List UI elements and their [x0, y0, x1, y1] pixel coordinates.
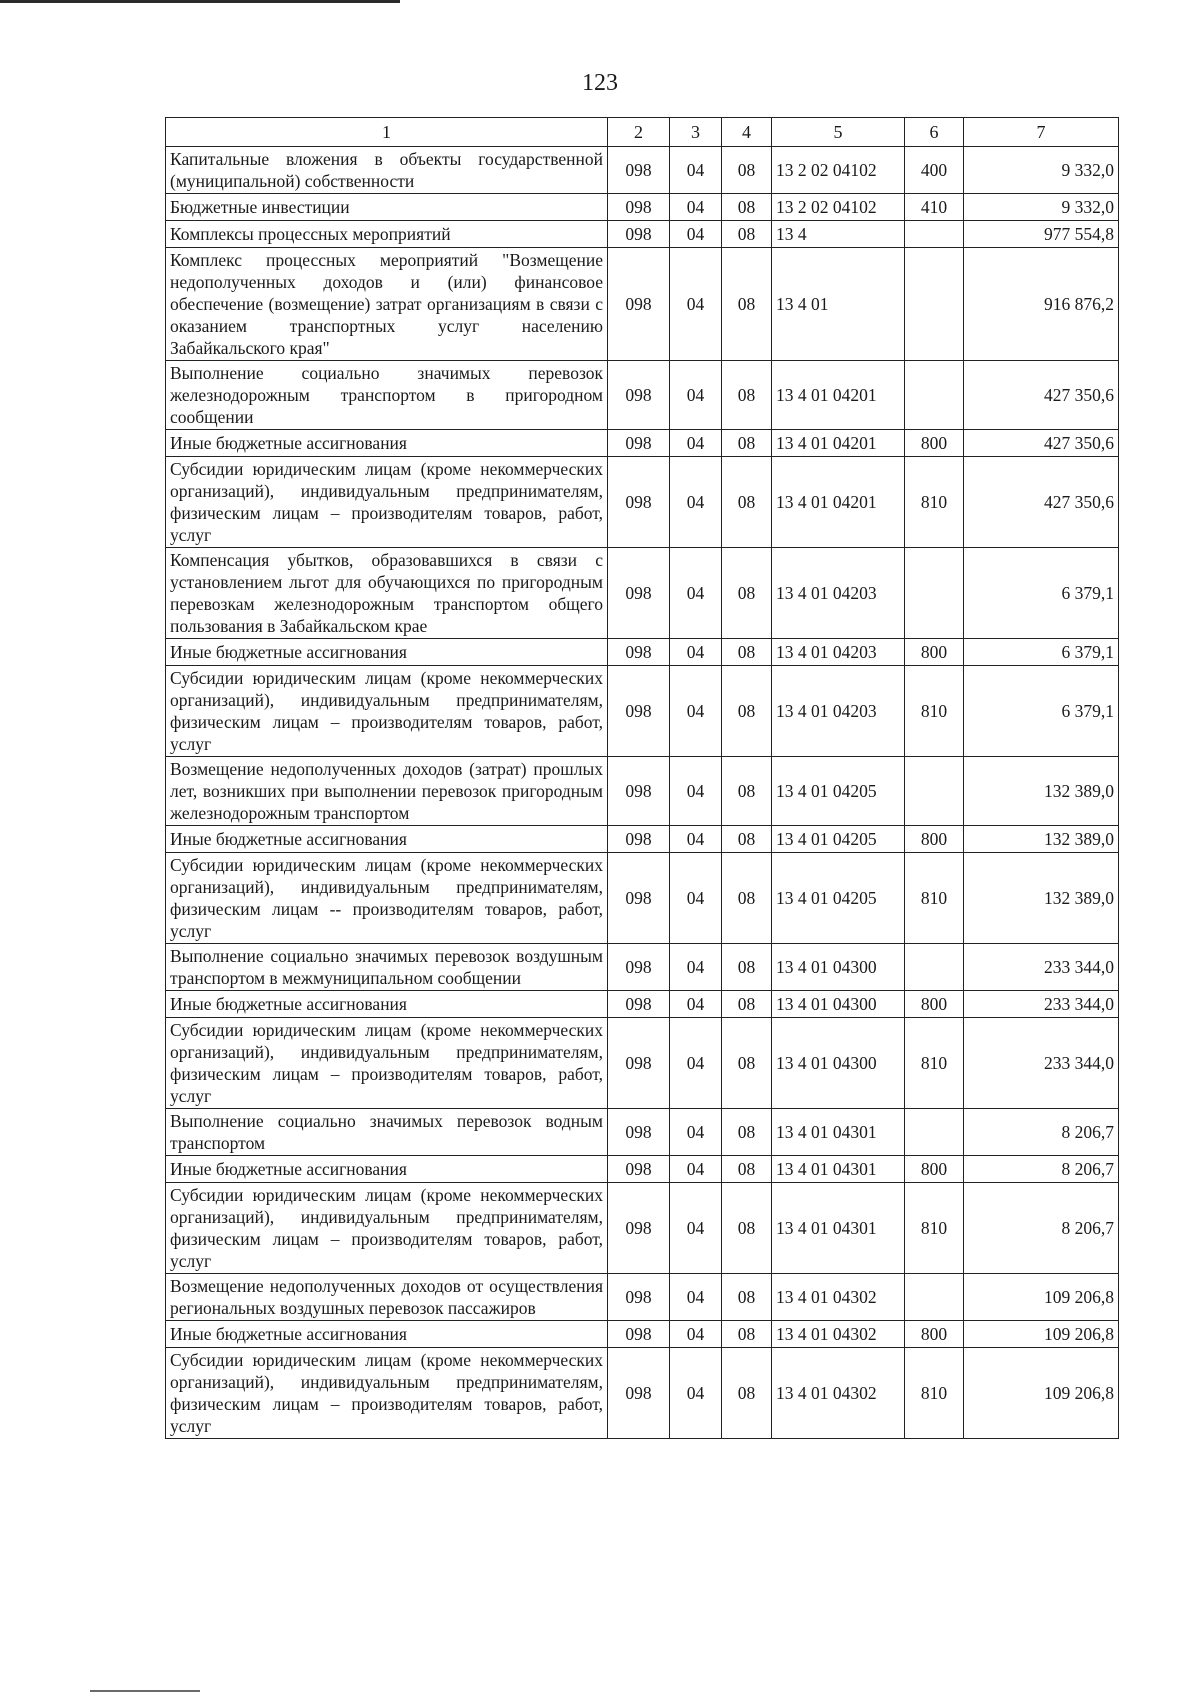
row-description: Выполнение социально значимых перевозок водным транспортом: [166, 1109, 608, 1156]
subsection-code: 08: [722, 430, 772, 457]
table-row: [166, 430, 1119, 457]
amount: 233 344,0: [964, 1018, 1119, 1109]
section-code: 04: [670, 221, 722, 248]
ministry-code: 098: [608, 826, 670, 853]
expense-type-code: 810: [905, 1018, 964, 1109]
expense-type-code: [905, 944, 964, 991]
target-article-code: 13 4 01 04203: [772, 548, 905, 639]
subsection-code: 08: [722, 1018, 772, 1109]
subsection-code: 08: [722, 457, 772, 548]
section-code: 04: [670, 248, 722, 361]
table-row: [166, 361, 1119, 430]
ministry-code: 098: [608, 1018, 670, 1109]
row-description: Иные бюджетные ассигнования: [166, 1321, 608, 1348]
table-row: [166, 457, 1119, 548]
row-description: Субсидии юридическим лицам (кроме некоммерческих организаций), индивидуальным предпринимателям, физическим лицам – производителям товаров, работ, услуг: [166, 666, 608, 757]
section-code: 04: [670, 826, 722, 853]
expense-type-code: 800: [905, 639, 964, 666]
subsection-code: 08: [722, 991, 772, 1018]
amount: 977 554,8: [964, 221, 1119, 248]
section-code: 04: [670, 666, 722, 757]
expense-type-code: [905, 1274, 964, 1321]
section-code: 04: [670, 1321, 722, 1348]
expense-type-code: 810: [905, 1183, 964, 1274]
amount: 109 206,8: [964, 1274, 1119, 1321]
section-code: 04: [670, 457, 722, 548]
ministry-code: 098: [608, 1109, 670, 1156]
subsection-code: 08: [722, 1321, 772, 1348]
column-header: 4: [722, 118, 772, 147]
row-description: Иные бюджетные ассигнования: [166, 991, 608, 1018]
table-row: [166, 991, 1119, 1018]
target-article-code: 13 4 01 04300: [772, 944, 905, 991]
subsection-code: 08: [722, 1156, 772, 1183]
expense-type-code: [905, 361, 964, 430]
row-description: Компенсация убытков, образовавшихся в связи с установлением льгот для обучающихся по пригородным перевозкам железнодорожным транспортом общего пользования в Забайкальском крае: [166, 548, 608, 639]
expense-type-code: 800: [905, 1321, 964, 1348]
target-article-code: 13 4 01: [772, 248, 905, 361]
target-article-code: 13 4 01 04201: [772, 361, 905, 430]
amount: 233 344,0: [964, 944, 1119, 991]
target-article-code: 13 4 01 04201: [772, 457, 905, 548]
subsection-code: 08: [722, 944, 772, 991]
target-article-code: 13 4 01 04302: [772, 1348, 905, 1439]
column-header: 7: [964, 118, 1119, 147]
amount: 916 876,2: [964, 248, 1119, 361]
row-description: Капитальные вложения в объекты государственной (муниципальной) собственности: [166, 147, 608, 194]
row-description: Субсидии юридическим лицам (кроме некоммерческих организаций), индивидуальным предпринимателям, физическим лицам – производителям товаров, работ, услуг: [166, 1348, 608, 1439]
expense-type-code: 400: [905, 147, 964, 194]
amount: 6 379,1: [964, 639, 1119, 666]
column-header: 2: [608, 118, 670, 147]
amount: 8 206,7: [964, 1156, 1119, 1183]
budget-table: [165, 117, 1119, 1439]
scan-edge-line-bottom: [90, 1690, 200, 1692]
row-description: Субсидии юридическим лицам (кроме некоммерческих организаций), индивидуальным предпринимателям, физическим лицам -- производителям товаров, работ, услуг: [166, 853, 608, 944]
target-article-code: 13 4 01 04300: [772, 991, 905, 1018]
target-article-code: 13 4 01 04203: [772, 666, 905, 757]
expense-type-code: 800: [905, 1156, 964, 1183]
ministry-code: 098: [608, 548, 670, 639]
target-article-code: 13 4: [772, 221, 905, 248]
ministry-code: 098: [608, 757, 670, 826]
expense-type-code: [905, 548, 964, 639]
ministry-code: 098: [608, 944, 670, 991]
row-description: Возмещение недополученных доходов от осуществления региональных воздушных перевозок пассажиров: [166, 1274, 608, 1321]
section-code: 04: [670, 1109, 722, 1156]
amount: 132 389,0: [964, 826, 1119, 853]
table-row: [166, 1018, 1119, 1109]
target-article-code: 13 4 01 04205: [772, 853, 905, 944]
expense-type-code: [905, 1109, 964, 1156]
section-code: 04: [670, 944, 722, 991]
row-description: Выполнение социально значимых перевозок воздушным транспортом в межмуниципальном сообщении: [166, 944, 608, 991]
subsection-code: 08: [722, 194, 772, 221]
target-article-code: 13 4 01 04302: [772, 1321, 905, 1348]
amount: 6 379,1: [964, 666, 1119, 757]
table-row: [166, 221, 1119, 248]
expense-type-code: [905, 248, 964, 361]
subsection-code: 08: [722, 666, 772, 757]
amount: 9 332,0: [964, 147, 1119, 194]
table-row: [166, 1183, 1119, 1274]
subsection-code: 08: [722, 221, 772, 248]
subsection-code: 08: [722, 1348, 772, 1439]
section-code: 04: [670, 1156, 722, 1183]
expense-type-code: 800: [905, 430, 964, 457]
target-article-code: 13 2 02 04102: [772, 147, 905, 194]
target-article-code: 13 4 01 04203: [772, 639, 905, 666]
subsection-code: 08: [722, 1109, 772, 1156]
amount: 109 206,8: [964, 1348, 1119, 1439]
ministry-code: 098: [608, 1321, 670, 1348]
table-row: [166, 147, 1119, 194]
table-row: [166, 1156, 1119, 1183]
ministry-code: 098: [608, 991, 670, 1018]
target-article-code: 13 2 02 04102: [772, 194, 905, 221]
target-article-code: 13 4 01 04205: [772, 757, 905, 826]
subsection-code: 08: [722, 1183, 772, 1274]
table-row: [166, 1274, 1119, 1321]
section-code: 04: [670, 194, 722, 221]
subsection-code: 08: [722, 248, 772, 361]
row-description: Выполнение социально значимых перевозок железнодорожным транспортом в пригородном сообщении: [166, 361, 608, 430]
ministry-code: 098: [608, 430, 670, 457]
table-row: [166, 248, 1119, 361]
section-code: 04: [670, 1183, 722, 1274]
table-row: [166, 1109, 1119, 1156]
expense-type-code: 800: [905, 991, 964, 1018]
ministry-code: 098: [608, 1156, 670, 1183]
amount: 132 389,0: [964, 757, 1119, 826]
ministry-code: 098: [608, 194, 670, 221]
table-row: [166, 548, 1119, 639]
ministry-code: 098: [608, 1274, 670, 1321]
ministry-code: 098: [608, 666, 670, 757]
section-code: 04: [670, 853, 722, 944]
amount: 9 332,0: [964, 194, 1119, 221]
target-article-code: 13 4 01 04301: [772, 1183, 905, 1274]
row-description: Иные бюджетные ассигнования: [166, 826, 608, 853]
amount: 427 350,6: [964, 457, 1119, 548]
table-row: [166, 757, 1119, 826]
ministry-code: 098: [608, 1348, 670, 1439]
subsection-code: 08: [722, 361, 772, 430]
row-description: Комплекс процессных мероприятий "Возмещение недополученных доходов и (или) финансовое обеспечение (возмещение) затрат организациям в связи с оказанием транспортных услуг населению Забайкальского края": [166, 248, 608, 361]
row-description: Иные бюджетные ассигнования: [166, 1156, 608, 1183]
ministry-code: 098: [608, 248, 670, 361]
row-description: Иные бюджетные ассигнования: [166, 430, 608, 457]
ministry-code: 098: [608, 639, 670, 666]
table-header-row: [166, 118, 1119, 147]
expense-type-code: [905, 757, 964, 826]
ministry-code: 098: [608, 147, 670, 194]
table-row: [166, 1321, 1119, 1348]
target-article-code: 13 4 01 04301: [772, 1156, 905, 1183]
amount: 8 206,7: [964, 1109, 1119, 1156]
target-article-code: 13 4 01 04201: [772, 430, 905, 457]
subsection-code: 08: [722, 826, 772, 853]
section-code: 04: [670, 361, 722, 430]
table-row: [166, 853, 1119, 944]
section-code: 04: [670, 639, 722, 666]
section-code: 04: [670, 548, 722, 639]
table-row: [166, 666, 1119, 757]
table-row: [166, 826, 1119, 853]
amount: 427 350,6: [964, 430, 1119, 457]
scan-edge-line-top: [0, 0, 400, 3]
expense-type-code: 410: [905, 194, 964, 221]
section-code: 04: [670, 757, 722, 826]
row-description: Бюджетные инвестиции: [166, 194, 608, 221]
table-row: [166, 944, 1119, 991]
target-article-code: 13 4 01 04205: [772, 826, 905, 853]
column-header: 3: [670, 118, 722, 147]
section-code: 04: [670, 147, 722, 194]
section-code: 04: [670, 1348, 722, 1439]
section-code: 04: [670, 1274, 722, 1321]
target-article-code: 13 4 01 04300: [772, 1018, 905, 1109]
amount: 8 206,7: [964, 1183, 1119, 1274]
page-number: 123: [582, 70, 618, 96]
expense-type-code: 810: [905, 666, 964, 757]
ministry-code: 098: [608, 457, 670, 548]
expense-type-code: 800: [905, 826, 964, 853]
subsection-code: 08: [722, 147, 772, 194]
expense-type-code: [905, 221, 964, 248]
section-code: 04: [670, 430, 722, 457]
amount: 233 344,0: [964, 991, 1119, 1018]
section-code: 04: [670, 991, 722, 1018]
ministry-code: 098: [608, 1183, 670, 1274]
amount: 109 206,8: [964, 1321, 1119, 1348]
amount: 6 379,1: [964, 548, 1119, 639]
subsection-code: 08: [722, 1274, 772, 1321]
row-description: Комплексы процессных мероприятий: [166, 221, 608, 248]
subsection-code: 08: [722, 757, 772, 826]
column-header: 5: [772, 118, 905, 147]
table-row: [166, 1348, 1119, 1439]
target-article-code: 13 4 01 04301: [772, 1109, 905, 1156]
table-row: [166, 639, 1119, 666]
section-code: 04: [670, 1018, 722, 1109]
row-description: Субсидии юридическим лицам (кроме некоммерческих организаций), индивидуальным предпринимателям, физическим лицам – производителям товаров, работ, услуг: [166, 1018, 608, 1109]
ministry-code: 098: [608, 361, 670, 430]
table-row: [166, 194, 1119, 221]
subsection-code: 08: [722, 639, 772, 666]
amount: 427 350,6: [964, 361, 1119, 430]
target-article-code: 13 4 01 04302: [772, 1274, 905, 1321]
column-header: 1: [166, 118, 608, 147]
table-body: [166, 147, 1119, 1439]
column-header: 6: [905, 118, 964, 147]
row-description: Субсидии юридическим лицам (кроме некоммерческих организаций), индивидуальным предпринимателям, физическим лицам – производителям товаров, работ, услуг: [166, 1183, 608, 1274]
subsection-code: 08: [722, 853, 772, 944]
expense-type-code: 810: [905, 853, 964, 944]
expense-type-code: 810: [905, 457, 964, 548]
row-description: Иные бюджетные ассигнования: [166, 639, 608, 666]
expense-type-code: 810: [905, 1348, 964, 1439]
subsection-code: 08: [722, 548, 772, 639]
ministry-code: 098: [608, 853, 670, 944]
ministry-code: 098: [608, 221, 670, 248]
row-description: Субсидии юридическим лицам (кроме некоммерческих организаций), индивидуальным предпринимателям, физическим лицам – производителям товаров, работ, услуг: [166, 457, 608, 548]
amount: 132 389,0: [964, 853, 1119, 944]
row-description: Возмещение недополученных доходов (затрат) прошлых лет, возникших при выполнении перевозок пригородным железнодорожным транспортом: [166, 757, 608, 826]
